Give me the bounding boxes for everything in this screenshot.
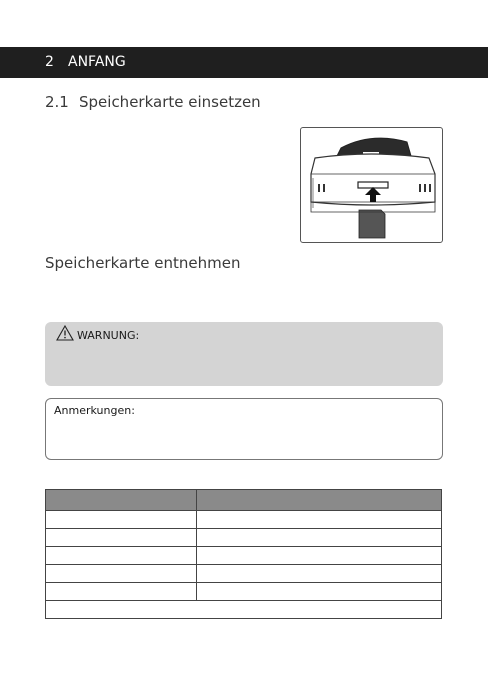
table-cell bbox=[197, 529, 442, 547]
table-row bbox=[46, 529, 442, 547]
warning-label: WARNUNG: bbox=[77, 329, 140, 342]
notes-box bbox=[45, 398, 443, 460]
spec-table bbox=[45, 489, 442, 619]
table-header-cell bbox=[197, 490, 442, 511]
section-title: Speicherkarte einsetzen bbox=[79, 93, 261, 111]
memory-card-figure bbox=[300, 127, 443, 243]
dashcam-memory-card-insertion-illustration bbox=[301, 128, 442, 242]
table-cell bbox=[46, 583, 197, 601]
table-cell bbox=[197, 511, 442, 529]
table-cell bbox=[197, 583, 442, 601]
section-heading bbox=[45, 93, 261, 111]
table-row bbox=[46, 547, 442, 565]
table-header-cell bbox=[46, 490, 197, 511]
table-cell bbox=[46, 511, 197, 529]
warning-box bbox=[45, 322, 443, 386]
chapter-number: 2 bbox=[45, 54, 54, 70]
table-footer-cell bbox=[46, 601, 442, 619]
table-row bbox=[46, 583, 442, 601]
table-cell bbox=[197, 565, 442, 583]
table-cell bbox=[46, 547, 197, 565]
table-cell bbox=[46, 529, 197, 547]
table-row bbox=[46, 511, 442, 529]
section-number: 2.1 bbox=[45, 93, 69, 111]
chapter-header-bar bbox=[0, 47, 488, 78]
chapter-title: ANFANG bbox=[68, 54, 126, 70]
table-footer-row bbox=[46, 601, 442, 619]
table-cell bbox=[197, 547, 442, 565]
subsection-heading: Speicherkarte entnehmen bbox=[45, 254, 241, 272]
notes-label: Anmerkungen: bbox=[54, 404, 135, 417]
table-row bbox=[46, 565, 442, 583]
warning-triangle-icon bbox=[56, 325, 74, 345]
table-header-row bbox=[46, 490, 442, 511]
table-cell bbox=[46, 565, 197, 583]
